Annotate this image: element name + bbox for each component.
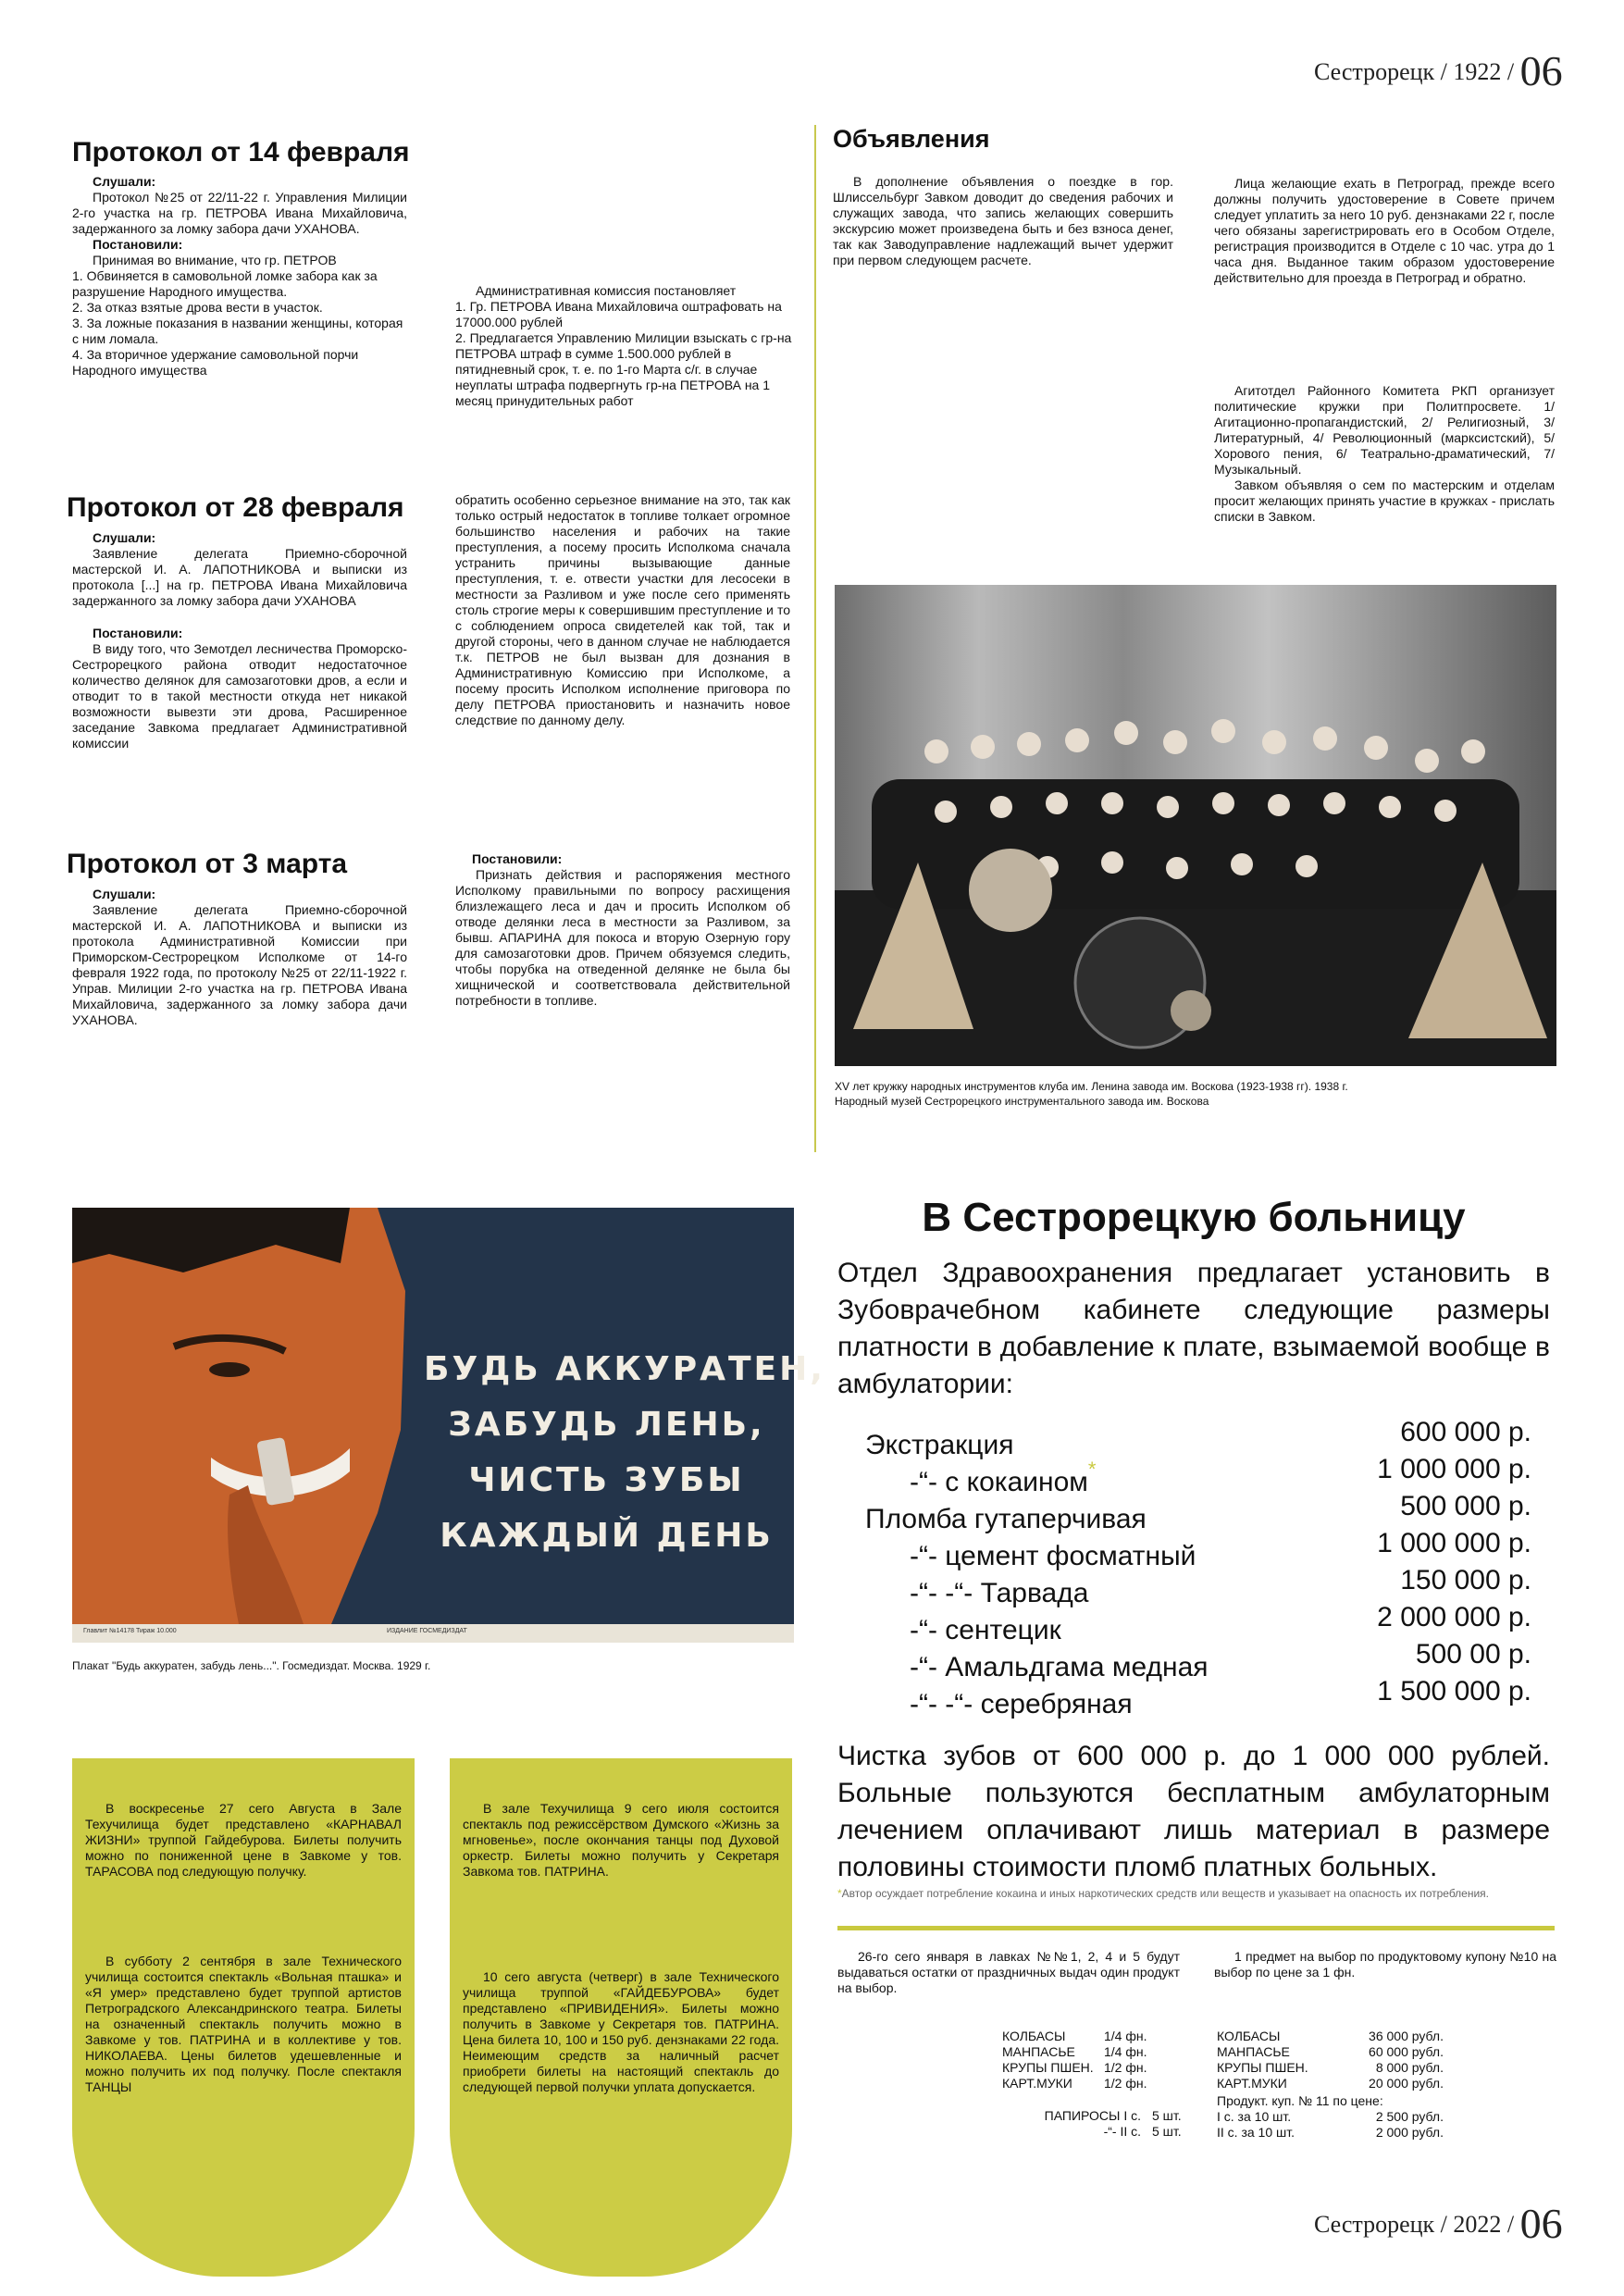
- hospital-intro: Отдел Здравоохранения предлагает установить в Зубоврачебном кабинете следующие размеры платности в добавление к плате, взымаемой вообще в амбулатории:: [837, 1258, 1550, 1399]
- footer-place: Сестрорецк: [1314, 2211, 1435, 2238]
- table-row: [1217, 2044, 1444, 2060]
- protocol-3m-left: [72, 887, 407, 1028]
- price-item-name: -“- цемент фосматный: [910, 1541, 1196, 1571]
- poster-line: ЧИСТЬ ЗУБЫ: [468, 1461, 745, 1499]
- price-row: [865, 1636, 1531, 1682]
- table-cell: 5 шт.: [1152, 2108, 1182, 2123]
- price-item-name: Экстракция: [865, 1430, 1014, 1460]
- price-item-value: 1 000 000 р.: [1377, 1454, 1531, 1484]
- hospital-title: В Сестрорецкую больницу: [922, 1195, 1466, 1240]
- hygiene-poster: [72, 1208, 825, 1643]
- event-volnaya-ptashka: В субботу 2 сентября в зале Технического училища состоится спектакль «Вольная пташка» и «Я умер» представлено будет труппой артистов Петроградского Александринского театра. Билеты на означенный спектакль получить можно в Завкоме у тов. ПАТРИНА и в коллективе у тов. НИКОЛАЕВА. Цены билетов удешевленные и можно получить их под получку. После спектакля ТАНЦЫ: [85, 1954, 402, 2094]
- price-row: [865, 1599, 1531, 1645]
- table-cell: ПАПИРОСЫ I с.: [1044, 2108, 1141, 2123]
- protocol-3m-listened-text: Заявление делегата Приемно-сборочной мастерской И. А. ЛАПОТНИКОВА и выписки из протокола Административной Комиссии при Приморском-Сестрорецком Исполкоме от 14-го февраля 1922 года, по протоколу №25 от 22/11-1922 г. Управ. Милиции 2-го участка на гр. ПЕТРОВА Ивана Михайловича, задержанного за ломку забора дачи УХАНОВА.: [72, 902, 407, 1027]
- protocol-3m-resolved-label: Постановили:: [472, 851, 563, 866]
- header-year: 1922: [1453, 58, 1502, 85]
- hospital-footnote: [837, 1886, 1559, 1901]
- event-karnaval: В воскресенье 27 сего Августа в Зале Техучилища будет представлено «КАРНАВАЛ ЖИЗНИ» труппой Гайдебурова. Билеты получить можно по пониженной цене в Завкоме у тов. ТАРАСОВА под следующую получку.: [85, 1801, 402, 1879]
- protocol-28-resolved-label: Постановили:: [93, 626, 183, 640]
- rations-left-intro: 26-го сего января в лавках №№1, 2, 4 и 5 будут выдаваться остатки от праздничных выдач один продукт на выбор.: [837, 1949, 1180, 1995]
- price-item-value: 500 000 р.: [1400, 1491, 1531, 1521]
- protocol-14-right: [455, 283, 800, 409]
- price-item-value: 2 000 000 р.: [1377, 1602, 1531, 1632]
- orchestra-photo-drawing: [835, 585, 1556, 1066]
- table-cell: 36 000 рубл.: [1369, 2029, 1444, 2043]
- coupon-table: [1217, 2109, 1444, 2141]
- table-cell: КРУПЫ ПШЕН.: [1002, 2060, 1094, 2075]
- footnote-star: *: [1087, 1458, 1097, 1481]
- protocol-14-item: 1. Обвиняется в самовольной ломке забора как за разрушение Народного имущества.: [72, 268, 378, 299]
- table-row: [1217, 2076, 1444, 2091]
- event-prividenia: 10 сего августа (четверг) в зале Технического училища труппой «ГАЙДЕБУРОВА» будет представлено «ПРИВИДЕНИЯ». Билеты можно получить в Завкоме у Секретаря тов. ПАТРИНА. Цена билета 10, 100 и 150 руб. дензнаками 22 года. Неимеющим средств за наличный расчет приобрети билеты на настоящий спектакль до следующей первой получки уплата допускается.: [463, 1969, 779, 2094]
- price-row: [865, 1488, 1531, 1534]
- orchestra-photo-caption: XV лет кружку народных инструментов клуба им. Ленина завода им. Воскова (1923-1938 гг). 1938 г. Народный музей Сестрорецкого инструментального завода им. Воскова: [835, 1080, 1348, 1108]
- table-cell: 1/4 фн.: [1104, 2029, 1147, 2043]
- price-row: [865, 1414, 1531, 1460]
- announcements-title: Объявления: [833, 125, 990, 153]
- price-item-value: 1 500 000 р.: [1377, 1676, 1531, 1706]
- announcement-petrograd: Лица желающие ехать в Петроград, прежде всего должны получить удостоверение в Совете причем следует уплатить за него 10 руб. дензнаками 22 г, после чего обязаны зарегистрировать его в Особом Отделе, регистрация производится в Отделе с 10 час. утра до 1 часа дня. Выданное таким образом удостоверение действительно для проезда в Петроград и обратно.: [1214, 176, 1555, 285]
- price-row: [865, 1673, 1531, 1719]
- price-item-name: -“- -“- серебряная: [910, 1689, 1133, 1719]
- rations-left-table: [1002, 2029, 1147, 2091]
- price-item-value: 600 000 р.: [1400, 1417, 1531, 1447]
- footer-year: 2022: [1453, 2211, 1502, 2238]
- price-row: [865, 1562, 1531, 1608]
- table-cell: II с. за 10 шт.: [1217, 2125, 1295, 2140]
- header-place: Сестрорецк: [1314, 58, 1435, 85]
- events-card-right: [450, 1758, 792, 2277]
- orchestra-photo: [835, 585, 1556, 1066]
- table-cell: КАРТ.МУКИ: [1217, 2076, 1287, 2091]
- footnote-star: *: [837, 1887, 842, 1900]
- announcement-excursion: В дополнение объявления о поездке в гор. Шлиссельбург Завком доводит до сведения рабочих и служащих завода, что запись желающих совершить экскурсию может произведена быть и без взноса денег, так как Заводуправление надлежащий вычет удержит при первом следующем расчете.: [833, 174, 1173, 267]
- table-row: [1002, 2076, 1147, 2091]
- table-cell: 2 500 рубл.: [1375, 2109, 1444, 2124]
- event-zhizn-za-mgnovenye: В зале Техучилища 9 сего июля состоится спектакль под режиссёрством Думского «Жизнь за мгновенье», после окончания танцы под Духовой оркестр. Билеты можно получить у Секретаря Завкома тов. ПАТРИНА.: [463, 1801, 779, 1879]
- table-cell: 2 000 рубл.: [1375, 2125, 1444, 2140]
- price-item-value: 500 00 р.: [1415, 1639, 1531, 1669]
- footnote-text: Автор осуждает потребление кокаина и иных наркотических средств или веществ и указывает на опасность их потребления.: [841, 1887, 1489, 1900]
- protocol-14-left: [72, 174, 407, 379]
- dental-price-list: [865, 1414, 1531, 1719]
- table-cell: 1/4 фн.: [1104, 2044, 1147, 2059]
- poster-imprint-mid: ИЗДАНИЕ ГОСМЕДИЗДАТ: [387, 1628, 467, 1634]
- announcement-zavkom-text: Завком объявляя о сем по мастерским и отделам просит желающих принять участие в кружках - прислать списки в Завком.: [1214, 478, 1555, 524]
- protocol-28-right-text: обратить особенно серьезное внимание на это, так как только острый недостаток в топливе толкает огромное большинство населения и рабочих на такие преступления, а посему просить Исполкома сначала устранить причины вызывающие данные преступления, т. е. отвести участки для лесосеки в местности за Разливом и уже после сего применять столь строгие меры к совершившим преступление и то с соблюдением опроса свидетелей как той, так и другой стороны, чего в данном случае не наблюдается т.к. ПЕТРОВ не был вызван для дознания в Административную Комиссию при Исполкоме, а посему просить Исполком исполнение приговора по делу ПЕТРОВА приостановить и назначить новое следствие по данному делу.: [455, 492, 790, 727]
- poster-line: КАЖДЫЙ ДЕНЬ: [440, 1517, 774, 1555]
- table-row: [1002, 2108, 1182, 2124]
- table-cell: 1/2 фн.: [1104, 2060, 1147, 2075]
- table-cell: КОЛБАСЫ: [1002, 2029, 1066, 2043]
- table-cell: 20 000 рубл.: [1369, 2076, 1444, 2091]
- protocol-14-item: 4. За вторичное удержание самовольной порчи Народного имущества: [72, 347, 359, 378]
- protocol-14-listened-label: Слушали:: [93, 174, 156, 189]
- section-rule: [837, 1926, 1555, 1930]
- protocol-14-title: Протокол от 14 февраля: [72, 137, 410, 168]
- price-item-name: -“- Амальдгама медная: [910, 1652, 1209, 1682]
- protocol-3m-listened-label: Слушали:: [93, 887, 156, 901]
- table-cell: КОЛБАСЫ: [1217, 2029, 1281, 2043]
- table-cell: 8 000 рубл.: [1375, 2060, 1444, 2075]
- table-cell: КРУПЫ ПШЕН.: [1217, 2060, 1308, 2075]
- table-cell: 5 шт.: [1152, 2124, 1182, 2139]
- hospital-outro: Чистка зубов от 600 000 р. до 1 000 000 рублей. Больные пользуются бесплатным амбулаторным лечением оплачивают лишь материал в размере половины стоимости пломб платных больных.: [837, 1741, 1550, 1882]
- column-divider: [814, 125, 816, 1152]
- table-row: [1217, 2060, 1444, 2076]
- protocol-14-item: 3. За ложные показания в названии женщины, которая с ним ломала.: [72, 316, 403, 346]
- protocol-14-right-item: 1. Гр. ПЕТРОВА Ивана Михайловича оштрафовать на 17000.000 рублей: [455, 299, 782, 329]
- table-cell: МАНПАСЬЕ: [1002, 2044, 1075, 2059]
- poster-imprint-left: Главлит №14178 Тираж 10.000: [83, 1628, 177, 1634]
- table-row: [1002, 2060, 1147, 2076]
- rations-right-intro: 1 предмет на выбор по продуктовому купону №10 на выбор по цене за 1 фн.: [1214, 1949, 1556, 1980]
- table-cell: I с. за 10 шт.: [1217, 2109, 1292, 2124]
- poster-line: ЗАБУДЬ ЛЕНЬ,: [448, 1406, 765, 1444]
- footer-page-number: 06: [1519, 2200, 1563, 2247]
- protocol-14-right-item: 2. Предлагается Управлению Милиции взыскать с гр-на ПЕТРОВА штраф в сумме 1.500.000 рублей в пятидневный срок, т. е. по 1-го Марта с/г. в случае неуплаты штрафа подвергнуть гр-на ПЕТРОВА на 1 месяц принудительных работ: [455, 330, 792, 408]
- price-item-name: Пломба гутаперчивая: [865, 1504, 1147, 1534]
- coupon-label: Продукт. куп. № 11 по цене:: [1217, 2093, 1383, 2108]
- table-row: [1217, 2125, 1444, 2141]
- table-cell: -“- II с.: [1103, 2124, 1141, 2139]
- announcement-circles: [1214, 383, 1555, 525]
- protocol-14-listened-text: Протокол №25 от 22/11-22 г. Управления Милиции 2-го участка на гр. ПЕТРОВА Ивана Михайловича, задержанного за ломку забора дачи УХАНОВА.: [72, 190, 407, 236]
- protocol-28-resolved-text: В виду того, что Земотдел лесничества Проморско-Сестрорецкого района отводит недостаточное количество делянок для самозаготовки дров, а если и отводит то в такой местности откуда нет никакой возможности вывезти эти дрова, Расширенное заседание Завкома предлагает Административной комиссии: [72, 641, 407, 751]
- table-row: [1002, 2124, 1182, 2140]
- protocol-3m-resolved-text: Признать действия и распоряжения местного Исполкому правильными по вопросу расхищения близлежащего леса и дач и просить Исполком об отводе делянки леса в местности за Разливом, за бывш. АПАРИНА для покоса и вторую Озерную гору для самозаготовки дров. Причем обязуемся следить, чтобы порубка на отведенной делянке не была бы хищнической и соответствовала действительной потребности в топливе.: [455, 867, 790, 1008]
- table-cell: КАРТ.МУКИ: [1002, 2076, 1072, 2091]
- protocol-14-right-intro: Административная комиссия постановляет: [476, 283, 737, 298]
- events-card-left: [72, 1758, 415, 2277]
- protocol-28-title: Протокол от 28 февраля: [67, 492, 404, 523]
- table-cell: 1/2 фн.: [1104, 2076, 1147, 2091]
- announcement-circles-text: Агитотдел Районного Комитета РКП организует политические кружки при Политпросвете. 1/ Агитационно-пропагандистский, 2/ Религиозный, 3/ Литературный, 4/ Революционный (марксистский), 5/ Хорового пения, 6/ Театрально-драматический, 7/ Музыкальный.: [1214, 383, 1555, 477]
- page-header: Сестрорецк / 1922 / 06: [1314, 47, 1563, 94]
- price-item-value: 1 000 000 р.: [1377, 1528, 1531, 1558]
- table-row: [1002, 2044, 1147, 2060]
- protocol-14-resolved-intro: Принимая во внимание, что гр. ПЕТРОВ: [93, 253, 337, 267]
- protocol-28-listened-label: Слушали:: [93, 530, 156, 545]
- price-item-name: -“- с кокаином: [910, 1467, 1088, 1497]
- price-row: [865, 1525, 1531, 1571]
- price-item-name: -“- сентецик: [910, 1615, 1061, 1645]
- header-page-number: 06: [1519, 47, 1563, 94]
- rations-smoke-table: [1002, 2108, 1182, 2140]
- price-item-value: 150 000 р.: [1400, 1565, 1531, 1595]
- price-row: [865, 1451, 1531, 1497]
- page-footer: Сестрорецк / 2022 / 06: [1314, 2200, 1563, 2247]
- table-row: [1217, 2109, 1444, 2125]
- protocol-28-left: [72, 530, 407, 751]
- table-row: [1217, 2029, 1444, 2044]
- poster-slogan: [424, 1342, 825, 1564]
- poster-caption: Плакат "Будь аккуратен, забудь лень...". Госмедиздат. Москва. 1929 г.: [72, 1659, 431, 1672]
- table-row: [1002, 2029, 1147, 2044]
- protocol-28-listened-text: Заявление делегата Приемно-сборочной мастерской И. А. ЛАПОТНИКОВА и выписки из протокола [...] на гр. ПЕТРОВА Ивана Михайловича задержанного за ломку забора дачи УХАНОВА: [72, 546, 407, 608]
- table-cell: МАНПАСЬЕ: [1217, 2044, 1290, 2059]
- protocol-14-item: 2. За отказ взятые дрова вести в участок.: [72, 300, 323, 315]
- table-cell: 60 000 рубл.: [1369, 2044, 1444, 2059]
- protocol-3m-right: [455, 851, 790, 1009]
- protocol-14-resolved-label: Постановили:: [93, 237, 183, 252]
- rations-right-table: [1217, 2029, 1444, 2091]
- poster-line: БУДЬ АККУРАТЕН,: [424, 1350, 825, 1388]
- protocol-3m-title: Протокол от 3 марта: [67, 849, 348, 879]
- price-item-name: -“- -“- Тарвада: [910, 1578, 1089, 1608]
